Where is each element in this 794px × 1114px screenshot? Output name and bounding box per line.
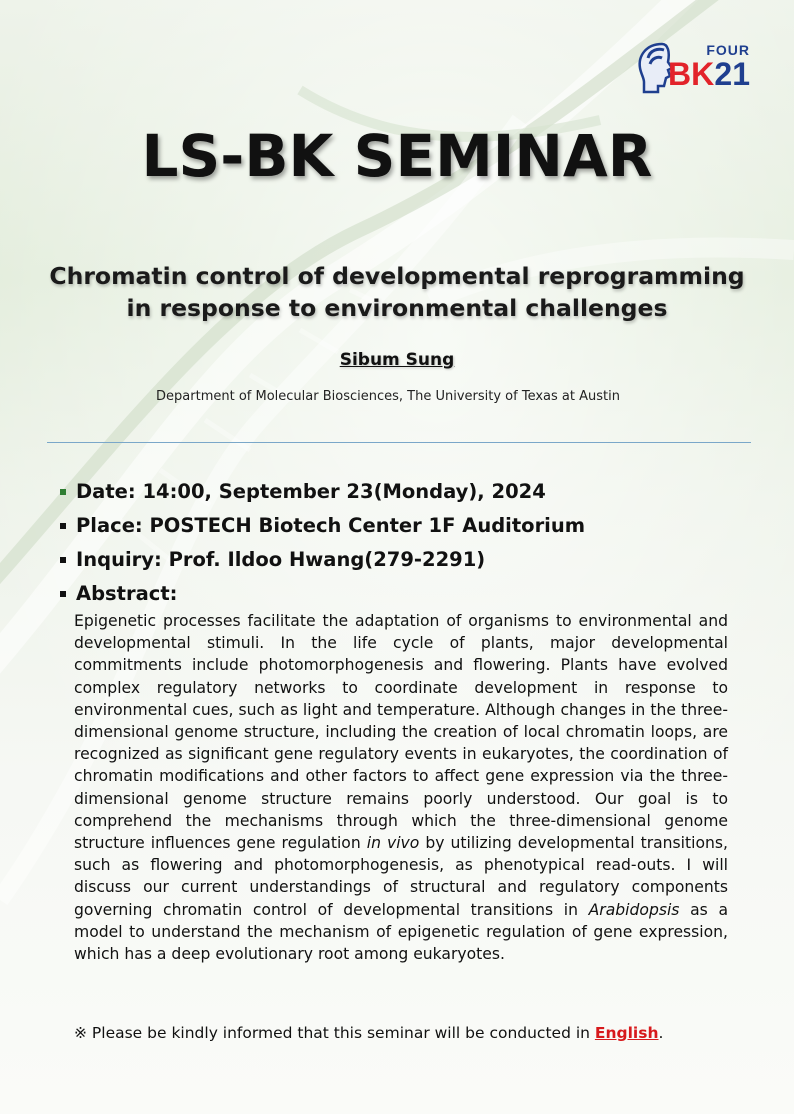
abstract-italic-in-vivo: in vivo [366,834,420,853]
notice-prefix: ※ Please be kindly informed that this seminar will be conducted in [74,1024,595,1042]
bk21-four-logo [632,36,752,96]
info-item-abstract-heading [60,577,750,611]
notice-suffix: . [658,1024,664,1042]
info-inquiry-text: Inquiry: Prof. Ildoo Hwang(279-2291) [76,548,486,571]
abstract-body [74,610,728,965]
bullet-icon [60,489,66,495]
talk-title-line-2: in response to environmental challenges [126,294,668,322]
abstract-text-part-2: by utilizing developmental transitions, such as flowering and photomorphogenesis, as phenotypical read-outs. I will discuss our current understandings of structural and regulatory components governing chromatin control of developmental transitions in [74,834,728,919]
abstract-text-part-3: as a model to understand the mechanism of epigenetic regulation of gene expression, which has a deep evolutionary root among eukaryotes. [74,900,728,964]
divider-line [47,442,751,443]
logo-21-text: 21 [714,56,750,92]
talk-title [40,260,754,324]
abstract-heading-text: Abstract: [76,582,178,605]
language-notice [74,1024,734,1042]
logo-bk-text: BK [668,56,715,92]
info-date-text: Date: 14:00, September 23(Monday), 2024 [76,480,546,503]
seminar-title: LS-BK SEMINAR [141,122,653,190]
info-item-date [60,475,750,509]
bullet-icon [60,557,66,563]
speaker-name: Sibum Sung [339,350,455,370]
info-item-place [60,509,750,543]
info-item-inquiry [60,543,750,577]
bullet-icon [60,523,66,529]
talk-title-line-1: Chromatin control of developmental reprogramming [49,262,745,290]
abstract-italic-arabidopsis: Arabidopsis [588,900,680,919]
logo-four-text: FOUR [706,42,750,58]
abstract-text-part-1: Epigenetic processes facilitate the adaptation of organisms to environmental and developmental stimuli. In the life cycle of plants, major developmental commitments include photomorphogenesis and flowering. Plants have evolved complex regulatory networks to coordinate development in response to environmental cues, such as light and temperature. Although changes in the three-dimensional genome structure, including the creation of local chromatin loops, are recognized as significant gene regulatory events in eukaryotes, the coordination of chromatin modifications and other factors to affect gene expression via the three-dimensional genome structure remains poorly understood. Our goal is to comprehend the mechanisms through which the three-dimensional genome structure influences gene regulation [74,612,728,853]
bullet-icon [60,591,66,597]
notice-language-highlight: English [594,1024,659,1042]
speaker-affiliation: Department of Molecular Biosciences, The University of Texas at Austin [156,389,620,404]
seminar-info-list [60,475,750,611]
info-place-text: Place: POSTECH Biotech Center 1F Auditorium [76,514,586,537]
